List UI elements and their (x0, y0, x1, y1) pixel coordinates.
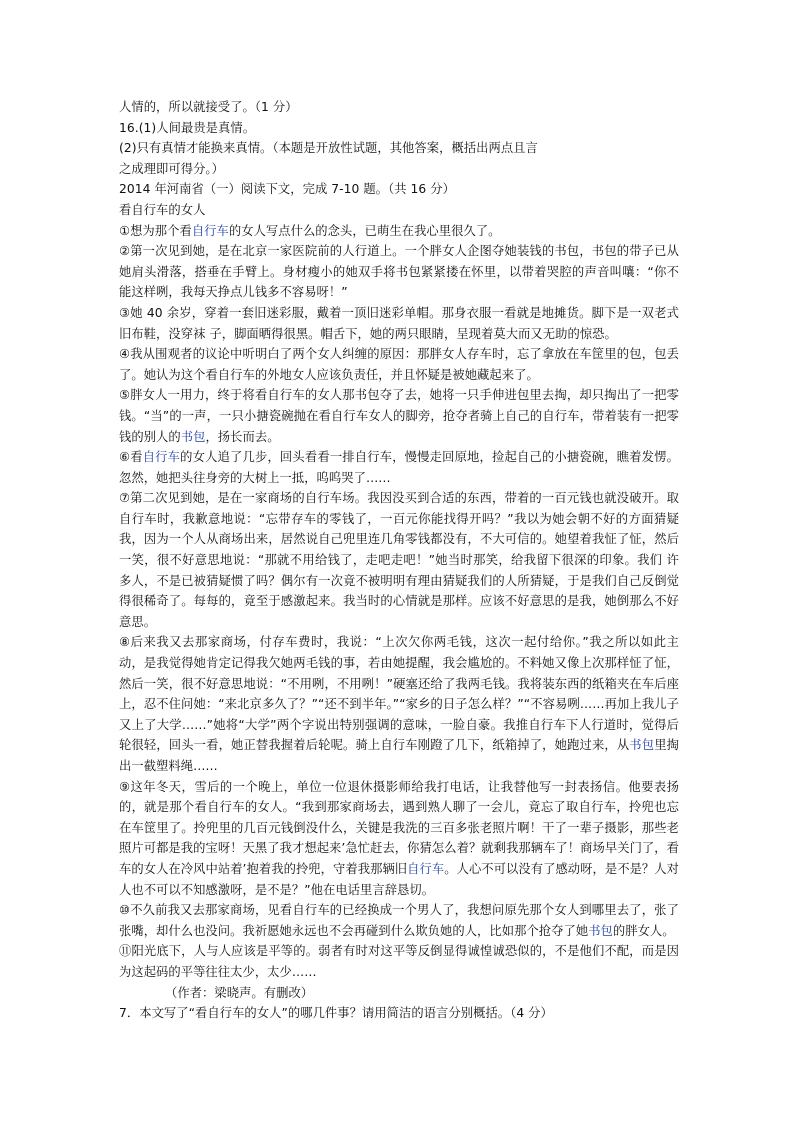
paragraph-4: ④我从围观者的议论中听明白了两个女人纠缠的原因：那胖女人存车时，忘了拿放在车筐里的包，包丢了。她认为这个看自行车的外地女人应该负责任，并且怀疑是被她藏起来了。 (119, 347, 679, 382)
paragraph-10-text-a: ⑩不久前我又去那家商场，见看自行车的已经换成一个男人了，我想问原先那个女人到哪里去了，张了张嘴，却什么也没问。我祈愿她永远也不会再碰到什么欺负她的人，比如那个抢夺了她 (119, 903, 679, 938)
author-credit: （作者：梁晓声。有删改） (165, 985, 314, 1000)
bicycle-link[interactable]: 自行车 (407, 861, 445, 876)
answer-16-2-cont: 之成理即可得分。） (119, 161, 224, 176)
answer-16-2: (2)只有真情才能换来真情。（本题是开放性试题，其他答案，概括出两点且言 (119, 141, 538, 156)
paragraph-1-text-a: ①想为那个看 (119, 223, 192, 238)
schoolbag-link[interactable]: 书包 (180, 429, 206, 444)
paragraph-6-text-b: 的女人追了几步，回头看看一排自行车，慢慢走回原地，捡起自己的小搪瓷碗，瞧着发愣。忽然，她把头往身旁的大树上一抵，呜呜哭了…… (119, 450, 680, 485)
bicycle-link[interactable]: 自行车 (142, 450, 181, 465)
paragraph-5-text-a: ⑤胖女人一用力，终于将看自行车的女人那书包夺了去，她将一只手伸进包里去掏，却只掏出了一把零钱。“当”的一声，一只小搪瓷碗抛在看自行车女人的脚旁，抢夺者骑上自己的自行车，带着装有一把零钱的别人的 (119, 388, 679, 444)
paragraph-5-text-b: ，扬长而去。 (205, 429, 280, 444)
schoolbag-link[interactable]: 书包 (629, 738, 655, 753)
paragraph-5 (119, 385, 679, 447)
paragraph-9-text-a: ⑨这年冬天，雪后的一个晚上，单位一位退休摄影师给我打电话，让我替他写一封表扬信。他要表扬的，就是那个看自行车的女人。“我到那家商场去，遇到熟人聊了一会儿，竟忘了取自行车，拎兜也忘在车筐里了。拎兜里的几百元钱倒没什么，关键是我洗的三百多张老照片啊！干了一辈子摄影，那些老照片可都是我的宝呀！天黑了我才想起来’急忙赶去，你猜怎么着？就剩我那辆车了！商场早关门了，看车的女人在冷风中站着’抱着我的拎兜，守着我那辆旧 (119, 779, 679, 876)
document-page (119, 97, 679, 1024)
exam-heading: 2014 年河南省（一）阅读下文，完成 7-10 题。（共 16 分） (119, 182, 455, 197)
paragraph-10-text-b: 的胖女人。 (612, 923, 675, 938)
paragraph-10 (119, 900, 679, 941)
bicycle-link[interactable]: 自行车 (191, 223, 229, 238)
paragraph-9-text-b: 。人心不可以没有了感动呀，是不是？人对人也不可以不知感激呀，是不是？”他在电话里言辞恳切。 (119, 861, 679, 897)
question-7: 7．本文写了“看自行车的女人”的哪几件事？请用简洁的语言分别概括。（4 分） (119, 1006, 553, 1021)
paragraph-7: ⑦第二次见到她，是在一家商场的自行车场。我因没买到合适的东西，带着的一百元钱也就没破开。取自行车时，我歉意地说：“忘带存车的零钱了，一百元你能找得开吗？”我以为她会朝不好的方面猜疑我，因为一个人从商场出来，居然说自己兜里连几角零钱都没有，不大可信的。她望着我怔了怔，然后一笑，很不好意思地说：“那就不用给钱了，走吧走吧！”她当时那笑，给我留下很深的印象。我们 许多人，不是已被猜疑惯了吗？偶尔有一次竟不被明明有理由猜疑我们的人所猜疑，于是我们自己反倒觉得很稀奇了。每每的，竟至于感激起来。我当时的心情就是那样。应该不好意思的是我，她倒那么不好意思。 (119, 491, 679, 629)
paragraph-6-text-a: ⑥看 (119, 450, 143, 465)
schoolbag-link[interactable]: 书包 (588, 923, 613, 938)
answer-line: 人情的，所以就接受了。（1 分） (119, 100, 298, 114)
paragraph-2: ②第一次见到她，是在北京一家医院前的人行道上。一个胖女人企图夺她装钱的书包，书包的带子已从她肩头滑落，搭垂在手臂上。身材瘦小的她双手将书包紧紧搂在怀里，以带着哭腔的声音叫嚷：“你不能这样咧，我每天挣点儿钱多不容易呀！” (119, 244, 679, 300)
paragraph-8-text-b: 里掏出一截塑料绳…… (119, 738, 679, 773)
paragraph-1 (119, 221, 679, 242)
paragraph-11: ⑪阳光底下，人与人应该是平等的。弱者有时对这平等反倒显得诚惶诚恐似的，不是他们不配，而是因为这起码的平等往往太少，太少…… (119, 944, 679, 979)
article-title: 看自行车的女人 (119, 202, 206, 217)
answer-16-1: 16.(1)人间最贵是真情。 (119, 120, 256, 135)
paragraph-8-text-a: ⑧后来我又去那家商场，付存车费时，我说：“上次欠你两毛钱，这次一起付给你。”我之所以如此主动，是我觉得她肯定记得我欠她两毛钱的事，若由她提醒，我会尴尬的。不料她又像上次那样怔了怔，然后一笑，很不好意思地说：“不用咧，不用咧！”硬塞还给了我两毛钱。我将装东西的纸箱夹在车后座上，忍不住问她：“来北京多久了？”“还不到半年。”“家乡的日子怎么样？”“不容易咧……再加上我儿子又上了大学……”她将“大学”两个字说出特别强调的意味，一脸自豪。我推自行车下人行道时，觉得后轮很轻，回头一看，她正替我握着后轮呢。骑上自行车刚蹬了几下，纸箱掉了，她跑过来，从 (119, 635, 679, 753)
paragraph-3: ③她 40 余岁，穿着一套旧迷彩服，戴着一顶旧迷彩单帽。那身衣服一看就是地摊货。脚下是一双老式旧布鞋，没穿袜 子，脚面晒得很黑。帽舌下，她的两只眼睛，呈现着莫大而又无助的惊恐。 (119, 305, 679, 341)
paragraph-6 (119, 447, 679, 488)
paragraph-1-text-b: 的女人写点什么的念头，已萌生在我心里很久了。 (228, 223, 501, 238)
paragraph-8 (119, 632, 679, 776)
paragraph-9 (119, 777, 679, 901)
